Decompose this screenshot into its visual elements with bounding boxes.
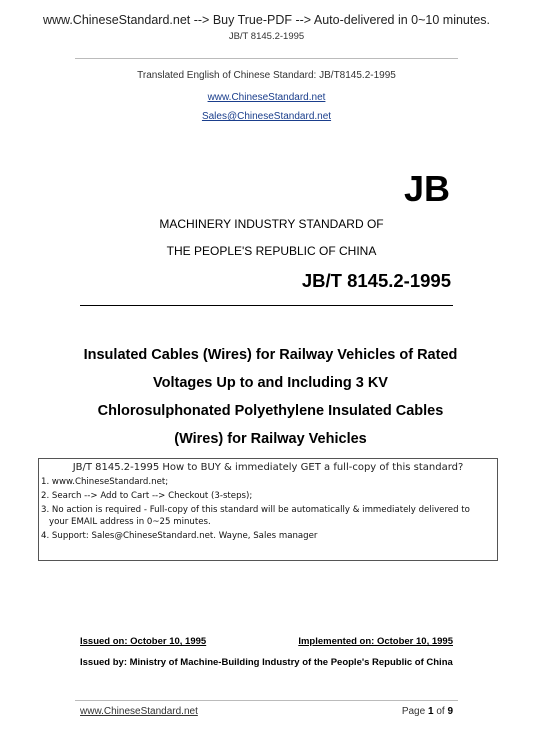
page-prefix: Page: [401, 706, 426, 717]
header-promo-line: www.ChineseStandard.net --> Buy True-PDF --> Auto-delivered in 0~10 minutes.: [42, 13, 491, 27]
page-of: of: [436, 706, 445, 717]
buy-step-3-continued: your EMAIL address in 0~25 minutes.: [49, 517, 211, 527]
document-title-line-3: Chlorosulphonated Polyethylene Insulated Cables: [97, 403, 444, 419]
org-line-2: THE PEOPLE'S REPUBLIC OF CHINA: [166, 244, 377, 258]
issued-by: Issued by: Ministry of Machine-Building Industry of the People's Republic of China: [80, 657, 453, 668]
buy-step-2: 2. Search --> Add to Cart --> Checkout (3-steps);: [41, 491, 253, 501]
buy-step-3: 3. No action is required - Full-copy of this standard will be automatically & immediately delivered to: [41, 505, 470, 515]
org-line-1: MACHINERY INDUSTRY STANDARD OF: [159, 217, 384, 231]
footer-website-link[interactable]: www.ChineseStandard.net: [80, 706, 198, 717]
buy-step-1[interactable]: 1. www.ChineseStandard.net;: [41, 477, 169, 487]
website-link[interactable]: www.ChineseStandard.net: [207, 92, 326, 103]
header-divider: [75, 58, 458, 59]
document-title-line-4: (Wires) for Railway Vehicles: [174, 431, 367, 447]
email-link[interactable]: Sales@ChineseStandard.net: [201, 111, 332, 122]
page-total: 9: [447, 706, 453, 717]
header-standard-code: JB/T 8145.2-1995: [228, 31, 305, 42]
email-link-container: [0, 111, 533, 122]
document-title-line-1: Insulated Cables (Wires) for Railway Vehicles of Rated: [83, 347, 458, 363]
implemented-date: Implemented on: October 10, 1995: [298, 636, 453, 647]
footer-divider: [75, 700, 458, 701]
standard-code: JB/T 8145.2-1995: [301, 270, 451, 291]
issued-date: Issued on: October 10, 1995: [80, 636, 207, 647]
translated-notice: Translated English of Chinese Standard: JB/T8145.2-1995: [137, 70, 396, 81]
page-indicator: [402, 706, 453, 717]
buy-info-box: [38, 458, 498, 561]
title-divider: [80, 305, 453, 306]
page-current: 1: [427, 706, 434, 717]
buy-box-title: JB/T 8145.2-1995 How to BUY & immediately GET a full-copy of this standard?: [72, 462, 464, 473]
document-title-line-2: Voltages Up to and Including 3 KV: [153, 375, 388, 391]
website-link-container: [0, 92, 533, 103]
buy-step-4: 4. Support: Sales@ChineseStandard.net. Wayne, Sales manager: [41, 531, 318, 541]
jb-logo-text: JB: [403, 168, 450, 209]
